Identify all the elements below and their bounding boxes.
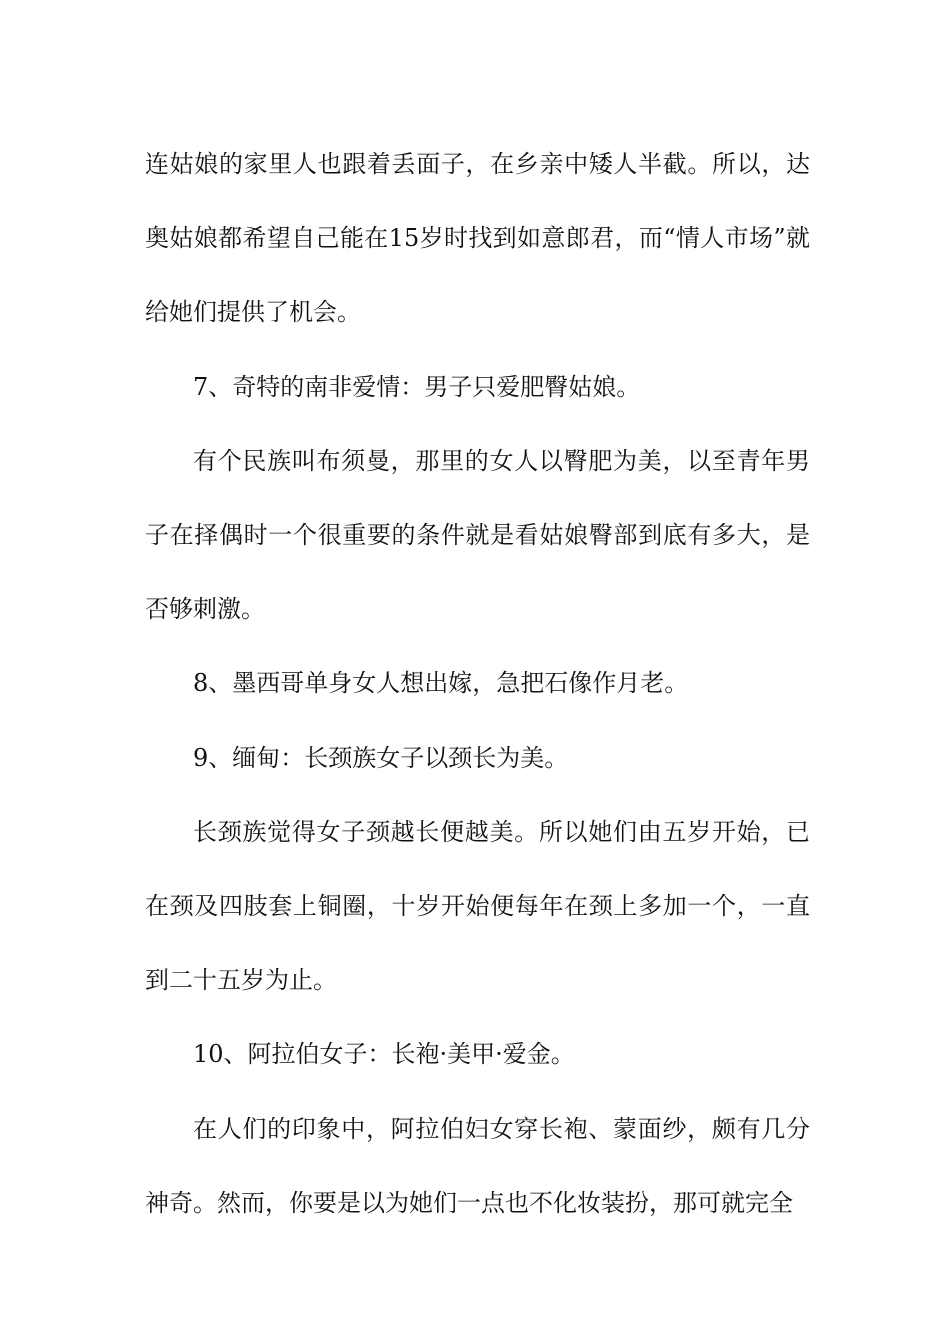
paragraph-arab-women: 在人们的印象中，阿拉伯妇女穿长袍、蒙面纱，颇有几分神奇。然而，你要是以为她们一点也不化妆装扮，那可就完全 [145,1114,810,1217]
paragraph-bushman: 有个民族叫布须曼，那里的女人以臀肥为美，以至青年男子在择偶时一个很重要的条件就是看姑娘臀部到底有多大，是否够刺激。 [145,446,810,624]
heading-item-9: 9、缅甸：长颈族女子以颈长为美。 [193,743,569,772]
paragraph-continuation: 连姑娘的家里人也跟着丢面子，在乡亲中矮人半截。所以，达奥姑娘都希望自己能在15岁时找到如意郎君，而“情人市场”就给她们提供了机会。 [145,150,810,327]
heading-item-10: 10、阿拉伯女子：长袍·美甲·爱金。 [193,1040,575,1069]
heading-item-8: 8、墨西哥单身女人想出嫁，急把石像作月老。 [193,669,689,698]
document-body [145,127,810,1240]
heading-item-7: 7、奇特的南非爱情：男子只爱肥臀姑娘。 [193,372,641,401]
paragraph-long-neck: 长颈族觉得女子颈越长便越美。所以她们由五岁开始，已在颈及四肢套上铜圈，十岁开始便每年在颈上多加一个，一直到二十五岁为止。 [145,817,810,995]
